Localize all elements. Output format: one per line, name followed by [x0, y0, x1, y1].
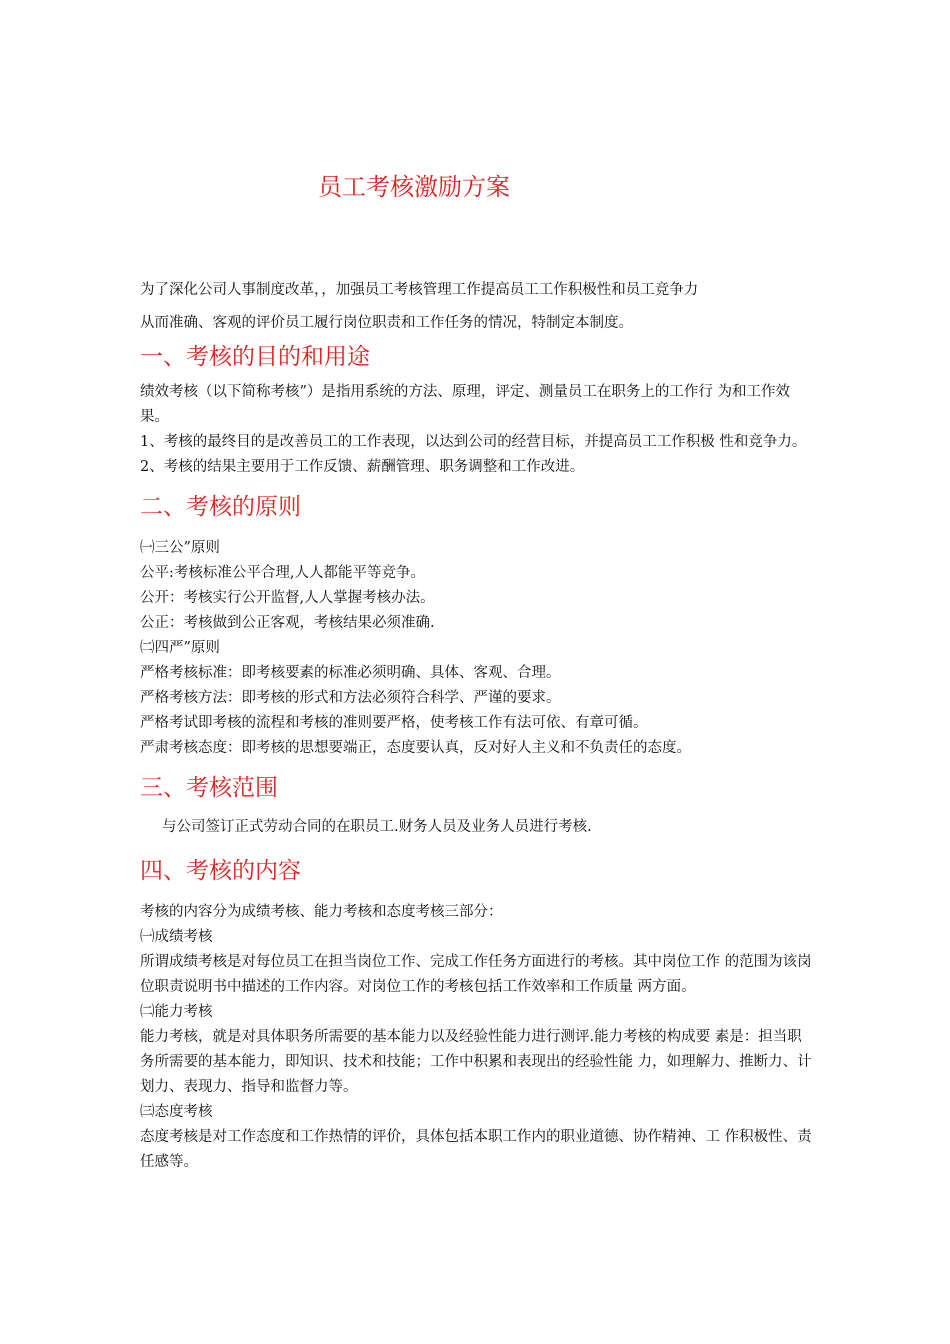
paragraph: ㈠成绩考核: [140, 929, 213, 945]
section-heading-principles: 二、考核的原则: [140, 494, 301, 520]
paragraph: ㈡四严”原则: [140, 640, 220, 656]
paragraph: 公开：考核实行公开监督,人人掌握考核办法。: [140, 590, 435, 606]
paragraph: 严肃考核态度：即考核的思想要端正，态度要认真，反对好人主义和不负责任的态度。: [140, 740, 691, 756]
paragraph: 严格考试即考核的流程和考核的准则要严格，使考核工作有法可依、有章可循。: [140, 715, 648, 731]
paragraph: 公正：考核做到公正客观，考核结果必须准确.: [140, 615, 435, 631]
paragraph: ㈠三公”原则: [140, 540, 220, 556]
section-body-scope: [140, 815, 815, 840]
section-heading-purpose: 一、考核的目的和用途: [140, 344, 370, 370]
section-heading-scope: 三、考核范围: [140, 775, 278, 801]
paragraph: 严格考核标准：即考核要素的标准必须明确、具体、客观、合理。: [140, 665, 561, 681]
paragraph: 态度考核是对工作态度和工作热情的评价，具体包括本职工作内的职业道德、协作精神、工 作积极性、责任感等。: [140, 1129, 812, 1170]
paragraph: 所谓成绩考核是对每位员工在担当岗位工作、完成工作任务方面进行的考核。其中岗位工作 的范围为该岗位职责说明书中描述的工作内容。对岗位工作的考核包括工作效率和工作质量 两方面。: [140, 954, 812, 995]
intro-paragraph-2: 从而准确、客观的评价员工履行岗位职责和工作任务的情况，特制定本制度。: [140, 315, 633, 331]
section-heading-content: 四、考核的内容: [140, 858, 301, 884]
section-body-content: [140, 900, 815, 1175]
paragraph: 考核的内容分为成绩考核、能力考核和态度考核三部分：: [140, 904, 503, 920]
paragraph: 1、考核的最终目的是改善员工的工作表现，以达到公司的经营目标，并提高员工工作积极 性和竞争力。: [140, 434, 807, 450]
paragraph: 2、考核的结果主要用于工作反馈、薪酬管理、职务调整和工作改进。: [140, 459, 585, 475]
intro-paragraph-1: 为了深化公司人事制度改革，，加强员工考核管理工作提高员工工作积极性和员工竞争力: [140, 282, 699, 298]
paragraph: 公平:考核标准公平合理,人人都能平等竞争。: [140, 565, 425, 581]
section-body-principles: [140, 536, 815, 761]
paragraph: ㈢态度考核: [140, 1104, 213, 1120]
paragraph: 严格考核方法：即考核的形式和方法必须符合科学、严谨的要求。: [140, 690, 561, 706]
document-title: 员工考核激励方案: [318, 173, 510, 201]
section-body-purpose: [140, 380, 815, 480]
paragraph: ㈡能力考核: [140, 1004, 213, 1020]
paragraph: 绩效考核（以下简称考核”）是指用系统的方法、原理，评定、测量员工在职务上的工作行 为和工作效果。: [140, 384, 791, 425]
document-body: [140, 278, 815, 1175]
paragraph: 能力考核，就是对具体职务所需要的基本能力以及经验性能力进行测评.能力考核的构成要 素是：担当职务所需要的基本能力，即知识、技术和技能；工作中积累和表现出的经验性能 力，如理解力、推断力、计划力、表现力、指导和监督力等。: [140, 1029, 812, 1095]
paragraph: 与公司签订正式劳动合同的在职员工.财务人员及业务人员进行考核.: [162, 819, 592, 835]
